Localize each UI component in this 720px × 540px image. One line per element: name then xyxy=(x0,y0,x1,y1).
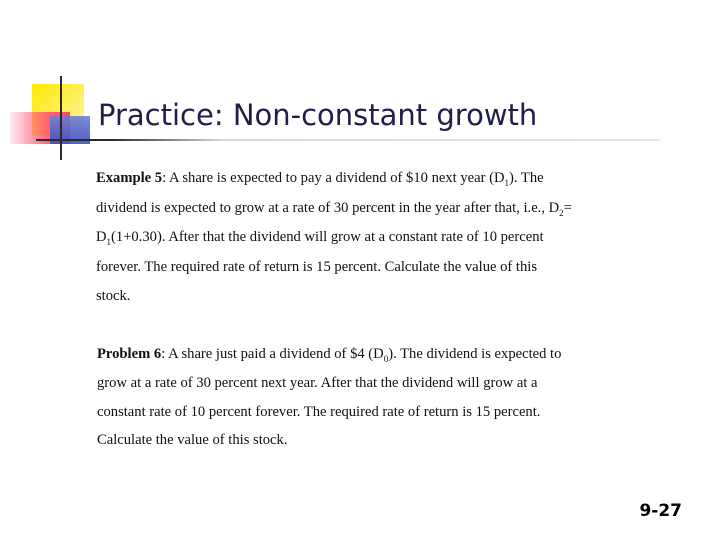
slide-title: Practice: Non-constant growth xyxy=(98,98,538,132)
problem-6-line-3: constant rate of 10 percent forever. The required rate of return is 15 percent. xyxy=(97,403,541,420)
example-5-text xyxy=(96,164,572,312)
example-5-line-4: forever. The required rate of return is 15 percent. Calculate the value of this xyxy=(96,258,538,275)
problem-6-label: Problem 6 xyxy=(97,346,162,362)
problem-6-line-4: Calculate the value of this stock. xyxy=(97,432,288,449)
example-5-line-1: Example 5: A share is expected to pay a dividend of $10 next year $(D_1)$. The xyxy=(96,170,544,188)
title-underline xyxy=(36,139,660,141)
decorative-vertical-line xyxy=(60,76,62,160)
problem-6-text xyxy=(97,340,561,455)
example-5-label: Example 5 xyxy=(96,170,163,186)
page-number: 9-27 xyxy=(639,501,682,521)
problem-6-line-1: Problem 6: A share just paid a dividend of $4 $(D_0)$. The dividend is expected to xyxy=(97,346,562,364)
example-5-line-5: stock. xyxy=(96,288,131,304)
problem-6-line-2: grow at a rate of 30 percent next year. After that the dividend will grow at a xyxy=(97,374,538,391)
example-5-line-2: dividend is expected to grow at a rate of 30 percent in the year after that, i.e., $D_2=$ xyxy=(96,199,572,218)
example-5-line-3: $D_1(1+0.30)$. After that the dividend will grow at a constant rate of 10 percent xyxy=(96,229,544,247)
